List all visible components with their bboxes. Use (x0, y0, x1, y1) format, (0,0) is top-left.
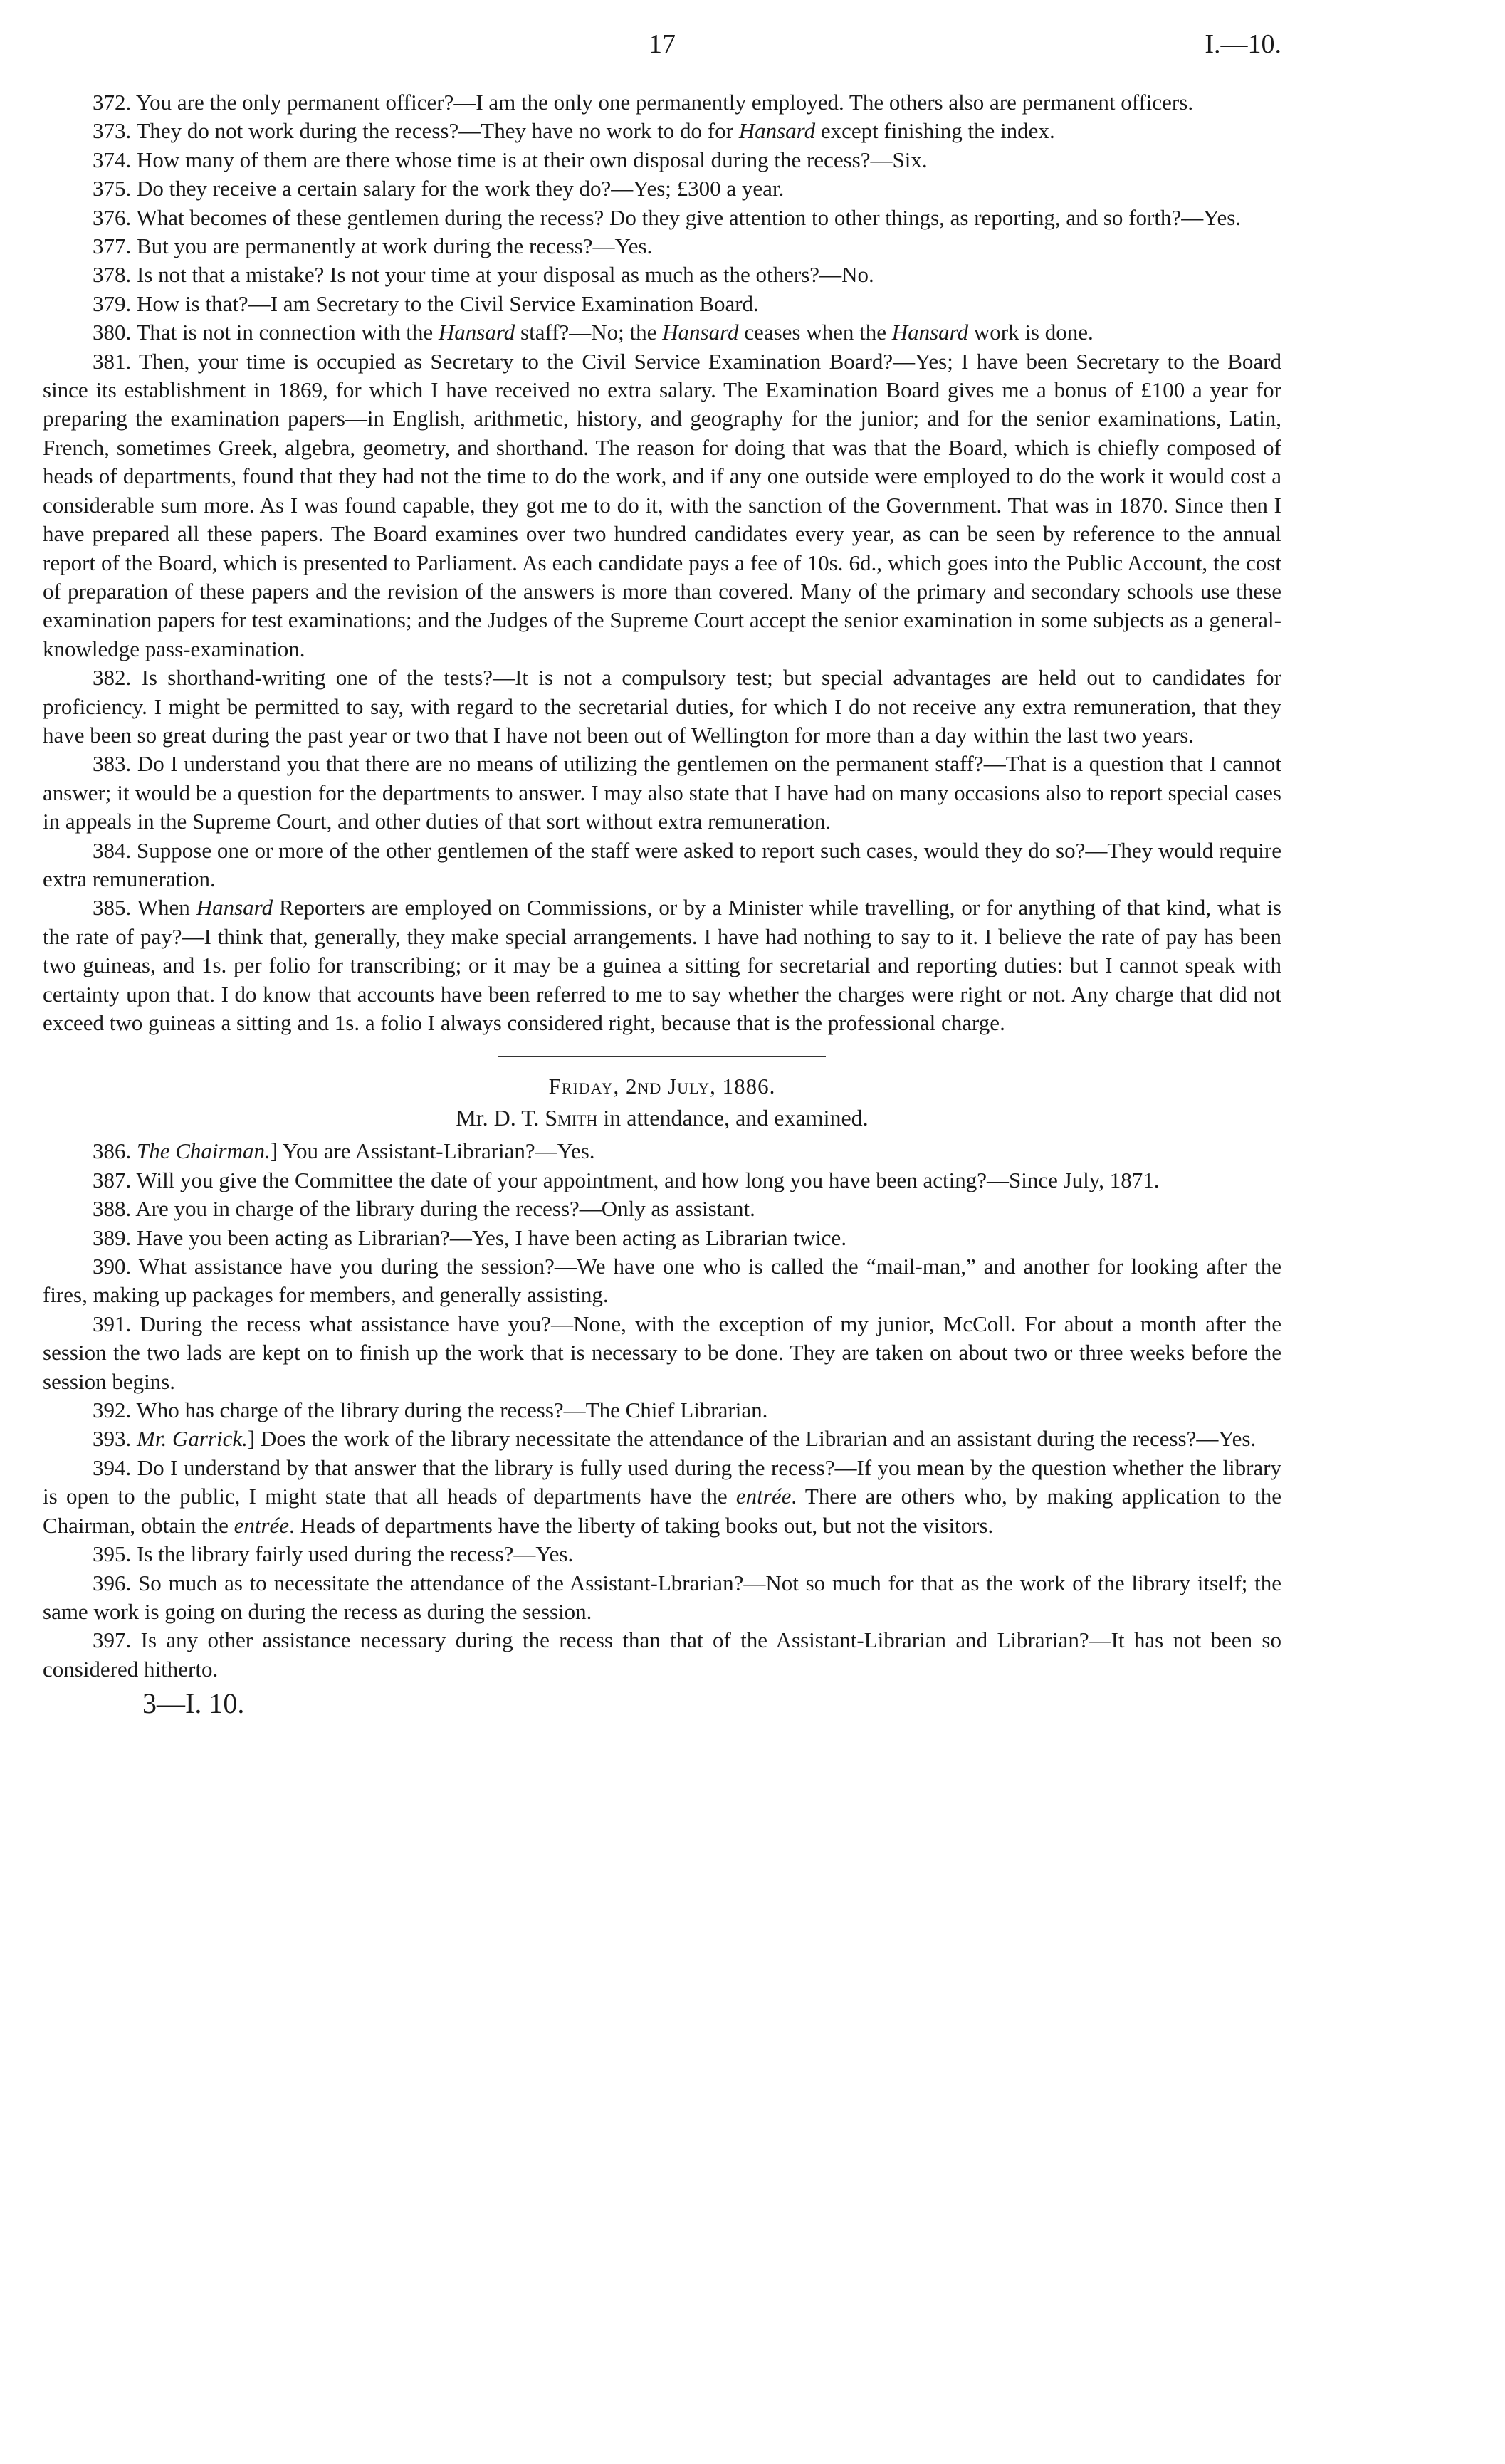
question-374: 374. How many of them are there whose time is at their own disposal during the recess?—Six. (93, 147, 928, 172)
question-373: 373. They do not work during the recess?—They have no work to do for Hansard except finishing the index. (93, 118, 1055, 144)
question-386: 386. The Chairman.] You are Assistant-Librarian?—Yes. (93, 1138, 595, 1164)
question-387: 387. Will you give the Committee the date of your appointment, and how long you have been acting?—Since July, 1871. (93, 1167, 1160, 1192)
document-reference: I.—10. (1205, 29, 1281, 59)
document-page (43, 28, 1281, 1719)
question-385: 385. When Hansard Reporters are employed on Commissions, or by a Minister while travelling, or for anything of that kind, what is the rate of pay?—I think that, generally, they make special arrangements. I have had nothing to say to it. I believe the rate of pay has been two guineas, and 1s. per folio for transcribing; or it may be a guinea a sitting for secretarial and reporting duties: but I cannot speak with certainty upon that. I do know that accounts have been referred to me to say whether the charges were right or not. Any charge that did not exceed two guineas a sitting and 1s. a folio I always considered right, because that is the professional charge. (43, 895, 1281, 1035)
witness-name: Smith (545, 1105, 598, 1131)
question-388: 388. Are you in charge of the library during the recess?—Only as assistant. (93, 1196, 755, 1222)
signature-mark: 3—I. 10. (142, 1687, 245, 1720)
question-379: 379. How is that?—I am Secretary to the Civil Service Examination Board. (93, 290, 759, 316)
question-394: 394. Do I understand by that answer that the library is fully used during the recess?—If you mean by the question whether the library is open to the public, I might state that all heads of departments have the entrée. There are others who, by making application to the Chairman, obtain the entrée. Heads of departments have the liberty of taking books out, but not the visitors. (43, 1454, 1282, 1538)
question-395: 395. Is the library fairly used during the recess?—Yes. (93, 1541, 574, 1567)
question-396: 396. So much as to necessitate the attendance of the Assistant-Lbrarian?—Not so much for that as the work of the library itself; the same work is going on during the recess as during the session. (43, 1570, 1281, 1624)
question-392: 392. Who has charge of the library during the recess?—The Chief Librarian. (93, 1398, 768, 1423)
question-382: 382. Is shorthand-writing one of the tests?—It is not a compulsory test; but special advantages are held out to candidates for proficiency. I might be permitted to say, with regard to the secretarial duties, for which I do not receive any extra remuneration, that they have been so great during the past year or two that I have not been out of Wellington for more than a day within the last two years. (43, 665, 1281, 748)
question-380: 380. That is not in connection with the Hansard staff?—No; the Hansard ceases when the Hansard work is done. (93, 320, 1094, 345)
section-divider (498, 1056, 826, 1057)
question-377: 377. But you are permanently at work during the recess?—Yes. (93, 234, 653, 259)
question-391: 391. During the recess what assistance have you?—None, with the exception of my junior, McColl. For about a month after the session the two lads are kept on to finish up the work that is necessary to be done. They are taken on about two or three weeks before the session begins. (43, 1311, 1281, 1394)
body-text (43, 88, 1281, 1719)
session-date: Friday, 2nd July, 1886. (548, 1074, 776, 1099)
question-383: 383. Do I understand you that there are no means of utilizing the gentlemen on the permanent staff?—That is a question that I cannot answer; it would be a question for the departments to answer. I may also state that I have had on many occasions also to report special cases in appeals in the Supreme Court, and other duties of that sort without extra remuneration. (43, 751, 1281, 834)
question-389: 389. Have you been acting as Librarian?—Yes, I have been acting as Librarian twice. (93, 1225, 847, 1250)
question-372: 372. You are the only permanent officer?—I am the only one permanently employed. The others also are permanent officers. (93, 90, 1194, 115)
question-375: 375. Do they receive a certain salary for the work they do?—Yes; £300 a year. (93, 176, 785, 201)
question-390: 390. What assistance have you during the session?—We have one who is called the “mail-man,” and another for looking after the fires, making up packages for members, and generally assisting. (43, 1254, 1281, 1308)
question-381: 381. Then, your time is occupied as Secretary to the Civil Service Examination Board?—Yes; I have been Secretary to the Board since its establishment in 1869, for which I have received no extra salary. The Examination Board gives me a bonus of £100 a year for preparing the examination papers—in English, arithmetic, history, and geography for the junior; and for the senior examinations, Latin, French, sometimes Greek, algebra, geometry, and shorthand. The reason for doing that was that the Board, which is chiefly composed of heads of departments, found that they had not the time to do the work, and if any one outside were employed to do the work it would cost a considerable sum more. As I was found capable, they got me to do it, with the sanction of the Government. That was in 1870. Since then I have prepared all these papers. The Board examines over two hundred candidates every year, as can be seen by reference to the annual report of the Board, which is presented to Parliament. As each candidate pays a fee of 10s. 6d., which goes into the Public Account, the cost of preparation of these papers and the revision of the answers is more than covered. Many of the primary and secondary schools use these examination papers for test examinations; and the Judges of the Supreme Court accept the senior examination in some subjects as a general-knowledge pass-examination. (43, 348, 1281, 661)
page-number: 17 (649, 29, 676, 59)
attendance-line: Mr. D. T. Smith in attendance, and examined. (456, 1105, 869, 1131)
question-378: 378. Is not that a mistake? Is not your time at your disposal as much as the others?—No. (93, 262, 874, 288)
question-376: 376. What becomes of these gentlemen during the recess? Do they give attention to other things, as reporting, and so forth?—Yes. (93, 204, 1242, 230)
question-384: 384. Suppose one or more of the other gentlemen of the staff were asked to report such cases, would they do so?—They would require extra remuneration. (43, 837, 1281, 891)
page-header (43, 28, 1281, 68)
question-397: 397. Is any other assistance necessary during the recess than that of the Assistant-Librarian and Librarian?—It has not been so considered hitherto. (43, 1627, 1281, 1682)
question-393: 393. Mr. Garrick.] Does the work of the library necessitate the attendance of the Librarian and an assistant during the recess?—Yes. (93, 1426, 1257, 1452)
